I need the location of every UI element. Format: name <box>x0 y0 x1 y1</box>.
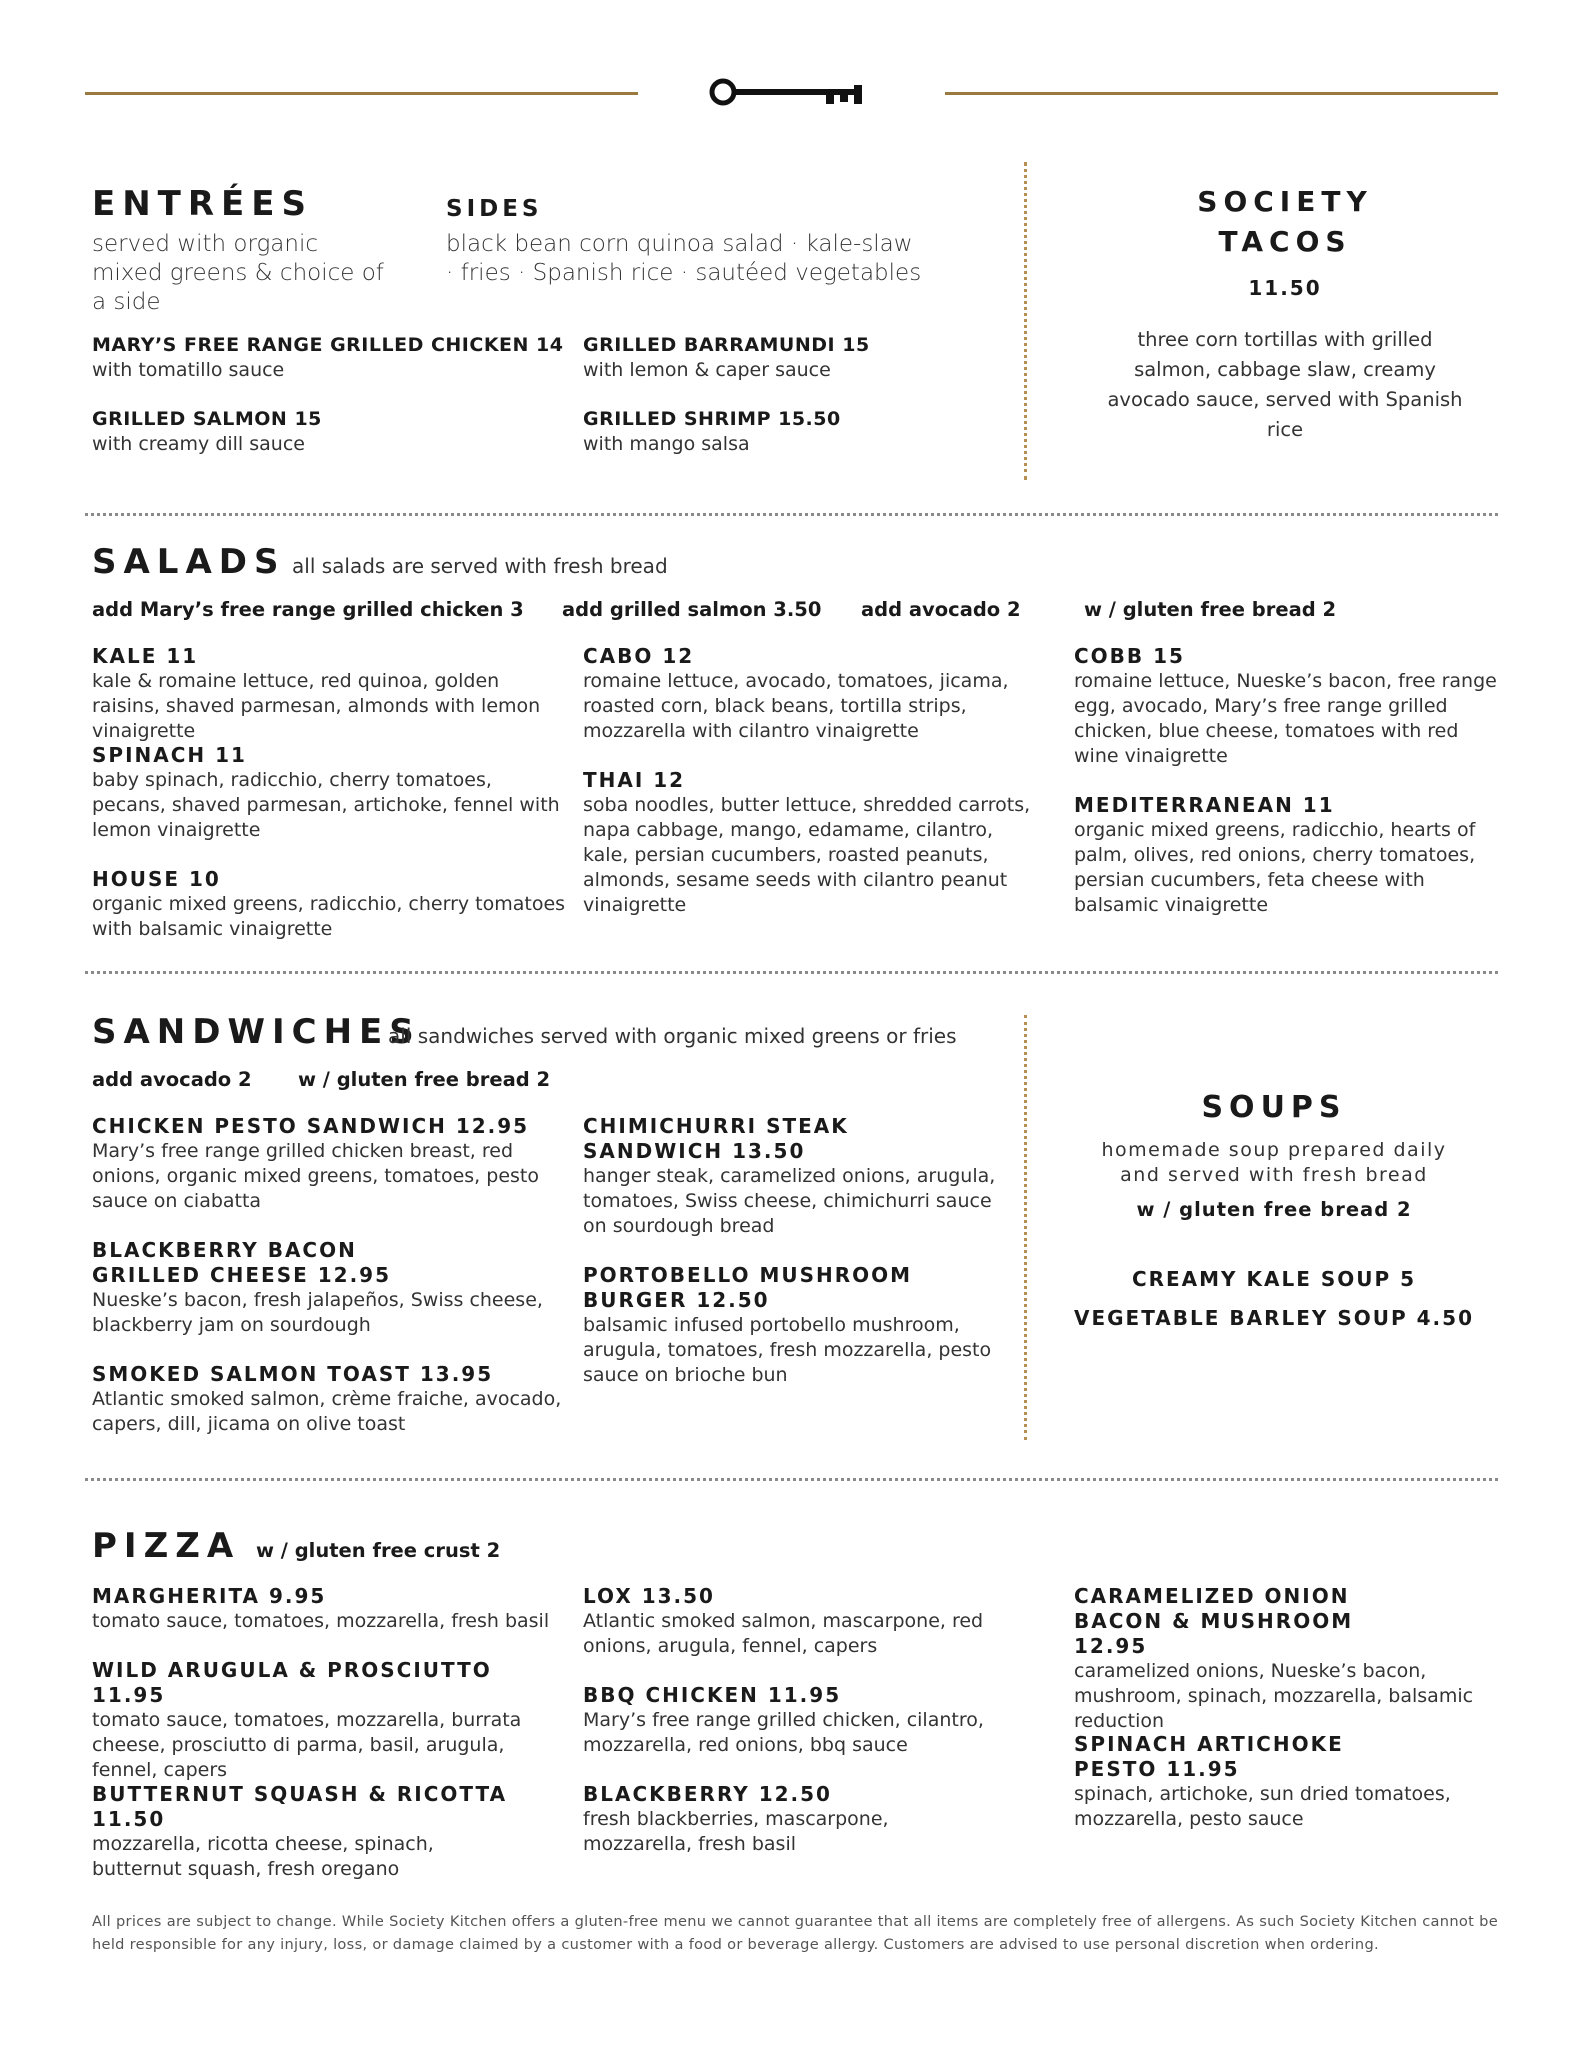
item-name: BUTTERNUT SQUASH & RICOTTA 11.50 <box>92 1782 508 1831</box>
item-desc: balsamic infused portobello mushroom, arugula, tomatoes, fresh mozzarella, pesto sauce on brioche bun <box>583 1314 992 1386</box>
item-desc: tomato sauce, tomatoes, mozzarella, fresh basil <box>92 1610 550 1632</box>
menu-item <box>92 1238 543 1338</box>
item-desc: with mango salsa <box>583 433 750 455</box>
item-desc: caramelized onions, Nueske’s bacon, mushroom, spinach, mozzarella, balsamic reduction <box>1074 1660 1474 1732</box>
key-icon <box>708 76 868 108</box>
section-divider <box>85 971 1498 974</box>
item-name: GRILLED SALMON 15 <box>92 408 322 430</box>
item-name: BLACKBERRY BACON GRILLED CHEESE 12.95 <box>92 1238 392 1287</box>
item-desc: Mary’s free range grilled chicken, cilantro, mozzarella, red onions, bbq sauce <box>583 1709 984 1756</box>
menu-item <box>92 1114 552 1214</box>
item-desc: organic mixed greens, radicchio, cherry tomatoes with balsamic vinaigrette <box>92 893 566 940</box>
item-desc: organic mixed greens, radicchio, hearts of palm, olives, red onions, cherry tomatoes, persian cucumbers, feta cheese with balsamic vinaigrette <box>1074 819 1476 916</box>
salads-addon: add avocado 2 <box>861 598 1021 621</box>
menu-item <box>1074 644 1498 769</box>
item-name: CHICKEN PESTO SANDWICH 12.95 <box>92 1114 530 1138</box>
item-name: GRILLED BARRAMUNDI 15 <box>583 334 870 356</box>
salads-title: SALADS <box>92 542 286 582</box>
menu-item <box>92 644 570 744</box>
item-name: CABO 12 <box>583 644 695 668</box>
entrees-subtitle: served with organic mixed greens & choice of a side <box>92 231 384 315</box>
pizza-title: PIZZA <box>92 1526 241 1566</box>
menu-item <box>92 867 570 942</box>
salads-note: all salads are served with fresh bread <box>292 554 668 578</box>
menu-item <box>1074 1732 1484 1832</box>
item-name: MARGHERITA 9.95 <box>92 1584 327 1608</box>
item-desc: soba noodles, butter lettuce, shredded carrots, napa cabbage, mango, edamame, cilantro, kale, persian cucumbers, roasted peanuts, almonds, sesame seeds with cilantro peanut vinaigrette <box>583 794 1031 916</box>
salads-addon: add grilled salmon 3.50 <box>562 598 822 621</box>
item-name: SPINACH ARTICHOKE PESTO 11.95 <box>1074 1732 1344 1781</box>
menu-item <box>583 407 1003 457</box>
menu-item <box>92 1782 522 1882</box>
entrees-title: ENTRÉES <box>92 184 313 224</box>
menu-item <box>583 644 1043 744</box>
item-name: CARAMELIZED ONION BACON & MUSHROOM 12.95 <box>1074 1584 1354 1658</box>
item-name: GRILLED SHRIMP 15.50 <box>583 408 841 430</box>
sandwiches-title: SANDWICHES <box>92 1012 421 1052</box>
item-name: MEDITERRANEAN 11 <box>1074 793 1335 817</box>
item-desc: fresh blackberries, mascarpone, mozzarella, fresh basil <box>583 1808 889 1855</box>
item-name: BBQ CHICKEN 11.95 <box>583 1683 842 1707</box>
disclaimer: All prices are subject to change. While Society Kitchen offers a gluten-free menu we cannot guarantee that all items are completely free of allergens. As such Society Kitchen cannot be held responsible for any injury, loss, or damage claimed by a customer with a food or beverage allergy. Customers are advised to use personal discretion when ordering. <box>92 1913 1498 1953</box>
item-desc: Nueske’s bacon, fresh jalapeños, Swiss cheese, blackberry jam on sourdough <box>92 1289 543 1336</box>
item-desc: baby spinach, radicchio, cherry tomatoes, pecans, shaved parmesan, artichoke, fennel with lemon vinaigrette <box>92 769 560 841</box>
section-divider <box>85 513 1498 516</box>
pizza-note: w / gluten free crust 2 <box>256 1539 501 1562</box>
item-desc: Atlantic smoked salmon, crème fraiche, avocado, capers, dill, jicama on olive toast <box>92 1388 562 1435</box>
menu-item <box>583 768 1043 918</box>
menu-item <box>583 333 1003 383</box>
soups-title: SOUPS <box>1201 1090 1347 1125</box>
item-desc: romaine lettuce, Nueske’s bacon, free range egg, avocado, Mary’s free range grilled chicken, blue cheese, tomatoes with red wine vinaigrette <box>1074 670 1497 767</box>
header-rule-right <box>945 92 1498 95</box>
menu-item <box>1074 1584 1484 1734</box>
item-desc: with tomatillo sauce <box>92 359 285 381</box>
item-name: HOUSE 10 <box>92 867 221 891</box>
item-desc: with creamy dill sauce <box>92 433 305 455</box>
tacos-title-line1: SOCIETY <box>1197 185 1373 218</box>
soups-desc: homemade soup prepared daily and served with fresh bread <box>1101 1139 1447 1186</box>
item-name: KALE 11 <box>92 644 199 668</box>
item-name: PORTOBELLO MUSHROOM BURGER 12.50 <box>583 1263 913 1312</box>
tacos-price: 11.50 <box>1248 276 1322 300</box>
tacos-block <box>1080 182 1490 445</box>
item-desc: hanger steak, caramelized onions, arugula, tomatoes, Swiss cheese, chimichurri sauce on sourdough bread <box>583 1165 996 1237</box>
item-desc: with lemon & caper sauce <box>583 359 831 381</box>
sandwiches-addon: add avocado 2 <box>92 1068 252 1091</box>
item-name: MARY’S FREE RANGE GRILLED CHICKEN 14 <box>92 334 564 356</box>
item-desc: Atlantic smoked salmon, mascarpone, red onions, arugula, fennel, capers <box>583 1610 984 1657</box>
sides-title: SIDES <box>446 196 543 222</box>
item-desc: Mary’s free range grilled chicken breast, red onions, organic mixed greens, tomatoes, pesto sauce on ciabatta <box>92 1140 539 1212</box>
item-name: THAI 12 <box>583 768 686 792</box>
menu-item <box>583 1683 1003 1758</box>
menu-item <box>92 407 572 457</box>
item-name: SPINACH 11 <box>92 743 247 767</box>
menu-item <box>583 1263 1003 1388</box>
salads-addon: w / gluten free bread 2 <box>1084 598 1337 621</box>
column-divider <box>1024 162 1027 480</box>
menu-item <box>92 1362 562 1437</box>
section-divider <box>85 1478 1498 1481</box>
item-name: CHIMICHURRI STEAK SANDWICH 13.50 <box>583 1114 849 1163</box>
tacos-desc: three corn tortillas with grilled salmon, cabbage slaw, creamy avocado sauce, served with Spanish rice <box>1107 328 1463 441</box>
sandwiches-note: all sandwiches served with organic mixed greens or fries <box>388 1024 957 1048</box>
menu-item <box>1074 793 1498 918</box>
sides-text: black bean corn quinoa salad · kale-slaw · fries · Spanish rice · sautéed vegetables <box>446 231 922 286</box>
item-name: WILD ARUGULA & PROSCIUTTO 11.95 <box>92 1658 492 1707</box>
sandwiches-addon: w / gluten free bread 2 <box>298 1068 551 1091</box>
item-name: BLACKBERRY 12.50 <box>583 1782 832 1806</box>
menu-item <box>583 1114 1003 1239</box>
tacos-title-line2: TACOS <box>1218 225 1352 258</box>
menu-item <box>583 1782 983 1857</box>
soup-item: CREAMY KALE SOUP 5 <box>1131 1267 1417 1291</box>
menu-item <box>92 743 570 843</box>
menu-item <box>92 1584 572 1634</box>
item-desc: mozzarella, ricotta cheese, spinach, butternut squash, fresh oregano <box>92 1833 434 1880</box>
menu-item <box>92 1658 522 1783</box>
column-divider <box>1024 1015 1027 1440</box>
item-desc: spinach, artichoke, sun dried tomatoes, mozzarella, pesto sauce <box>1074 1783 1451 1830</box>
menu-item <box>583 1584 1003 1659</box>
menu-item <box>92 333 572 383</box>
salads-addon: add Mary’s free range grilled chicken 3 <box>92 598 524 621</box>
item-desc: kale & romaine lettuce, red quinoa, golden raisins, shaved parmesan, almonds with lemon vinaigrette <box>92 670 541 742</box>
header-rule-left <box>85 92 638 95</box>
item-desc: romaine lettuce, avocado, tomatoes, jicama, roasted corn, black beans, tortilla strips, mozzarella with cilantro vinaigrette <box>583 670 1009 742</box>
item-desc: tomato sauce, tomatoes, mozzarella, burrata cheese, prosciutto di parma, basil, arugula, fennel, capers <box>92 1709 522 1781</box>
item-name: COBB 15 <box>1074 644 1185 668</box>
soup-item: VEGETABLE BARLEY SOUP 4.50 <box>1074 1306 1474 1330</box>
item-name: SMOKED SALMON TOAST 13.95 <box>92 1362 494 1386</box>
item-name: LOX 13.50 <box>583 1584 715 1608</box>
soups-block <box>1074 1088 1474 1331</box>
soups-gluten: w / gluten free bread 2 <box>1136 1198 1412 1221</box>
